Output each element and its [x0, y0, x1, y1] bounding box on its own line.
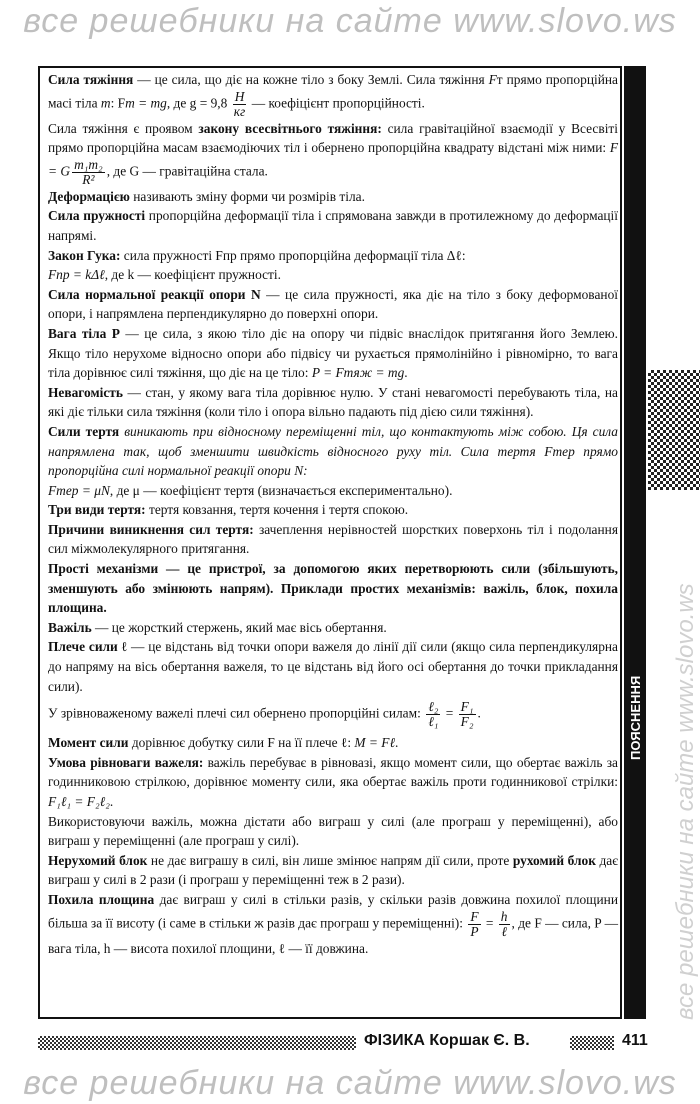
term: закону всесвітнього тяжіння:	[198, 120, 382, 136]
text: виникають при відносному переміщенні тіл, що контактують між собою. Ця сила напрямлена так, щоб зменшити швидкість відносного руху тіл. Сила тертя Fтер прямо пропорційна силі нормальної реакції опори N:	[48, 423, 618, 479]
term: Три види тертя:	[48, 502, 146, 518]
term: Момент сили	[48, 735, 129, 751]
text: Сила тяжіння є проявом	[48, 120, 199, 136]
text: сила пружності Fпр прямо пропорційна деформації тіла Δℓ:	[120, 247, 466, 263]
text: .	[395, 735, 399, 751]
text: , де G — гравітаційна стала.	[106, 163, 268, 179]
formula: F = G	[48, 140, 618, 179]
footer-title: ФІЗИКА Коршак Є. В.	[364, 1032, 530, 1049]
formula: т = mg	[125, 95, 167, 111]
text: , де k — коефіцієнт пружності.	[104, 267, 281, 283]
paragraph-deformation	[48, 187, 618, 207]
text: називають зміну форми чи розмірів тіла.	[129, 188, 365, 204]
text: пропорційна деформації тіла і спрямована завжди в протилежному до деформації напрямі.	[48, 208, 618, 243]
term: Нерухомий блок	[48, 852, 148, 868]
checker-pattern	[648, 370, 700, 490]
text: Використовуючи важіль, можна дістати або виграш у силі (але програш у переміщенні), або виграш у переміщенні (але програш у силі).	[48, 813, 618, 849]
term: Сила тяжіння	[48, 72, 134, 87]
denominator: R²	[82, 171, 95, 187]
footer	[38, 1030, 658, 1054]
text: тертя ковзання, тертя кочення і тертя спокою.	[145, 502, 409, 518]
text: — це відстань від точки опори важеля до лінії дії сили (якщо сила перпендикулярна до напряму на вісь обертання важеля, то це відстань від його осі обертання до точки прикладання сили).	[48, 639, 618, 694]
text: , де F — сила, P — вага тіла, h — висота похилої площини, ℓ — її довжина.	[48, 915, 618, 956]
term: Важіль	[48, 619, 92, 635]
footer-pattern-right	[570, 1036, 614, 1050]
text: не дає виграшу в силі, він лише змінює напрям дії сили, проте	[147, 852, 513, 868]
paragraph-elastic-force	[48, 206, 618, 245]
paragraph-normal-force	[48, 285, 618, 324]
paragraph-friction-causes	[48, 520, 618, 559]
text: , де g = 9,8	[166, 95, 231, 111]
term: Деформацією	[48, 188, 130, 204]
paragraph-friction	[48, 422, 618, 500]
term: Сила нормальної реакції опори N	[48, 286, 261, 302]
text: дає виграш у силі в 2 рази (і програш у переміщенні теж в 2 рази).	[48, 852, 618, 888]
document-body	[48, 70, 618, 958]
term: Причини виникнення сил тертя:	[48, 521, 254, 537]
numerator: h	[500, 908, 508, 924]
fraction	[72, 158, 105, 187]
paragraph-lever-equilibrium	[48, 753, 618, 812]
text: .	[477, 705, 481, 721]
watermark-top: все решебники на сайте www.slovo.ws	[23, 2, 677, 40]
text: сила гравітаційної взаємодії у Всесвіті прямо пропорційна масам взаємодіючих тіл і обернено пропорційна квадрату відстані між ними:	[48, 120, 618, 156]
side-label-text: ПОЯСНЕННЯ	[628, 675, 643, 760]
text: — стан, у якому вага тіла дорівнює нулю. У стані невагомості перебувають тіла, на які діє тільки сила тяжіння (коли тіло і опора вільно падають під дією сили тяжіння).	[48, 384, 618, 420]
term: Невагомість	[48, 384, 123, 400]
term: Прості механізми	[48, 561, 159, 577]
paragraph-pulleys	[48, 851, 618, 890]
text: .	[109, 794, 114, 809]
text: =	[482, 915, 497, 931]
formula: P = Fтяж = mg	[311, 365, 405, 381]
formula: F	[488, 72, 497, 87]
denominator: ℓ₁	[428, 714, 439, 730]
watermark-bottom: все решебники на сайте www.slovo.ws	[23, 1064, 677, 1102]
term: Похила площина	[48, 891, 155, 907]
text: : F	[110, 95, 126, 111]
text: — це пристрої, за допомогою яких перетворюють сили (збільшують, зменшують або змінюють напрям). Приклади простих механізмів: важіль, блок, похила площина.	[48, 561, 619, 616]
text: т прямо пропорційна масі тіла	[48, 72, 618, 111]
side-label	[628, 560, 642, 760]
formula: Fтер = μN	[48, 482, 110, 498]
paragraph-universal-gravitation	[48, 119, 618, 187]
denominator: ℓ	[501, 923, 507, 939]
fraction	[468, 910, 480, 939]
denominator: F₂	[460, 714, 474, 730]
term: рухомий блок	[512, 852, 596, 868]
text: дає виграш у силі в стільки разів, у скільки разів довжина похилої площини більша за її висоту (і саме в стільки ж разів дає програш у переміщенні):	[48, 891, 618, 931]
fraction	[499, 910, 510, 939]
text: — це жорсткий стержень, який має вісь обертання.	[91, 619, 387, 635]
formula: F₁ℓ₁ = F₂ℓ₂	[48, 794, 110, 809]
text: — коефіцієнт пропорційності.	[248, 95, 425, 111]
page-number: 411	[622, 1032, 648, 1049]
term: Закон Гука:	[48, 247, 121, 263]
paragraph-friction-types	[48, 500, 618, 520]
side-bar	[624, 66, 646, 1019]
fraction	[426, 700, 440, 729]
text: дорівнює добутку сили F на її плече ℓ:	[128, 735, 355, 751]
text: — це сила пружності, яка діє на тіло з боку деформованої опори, і напрямлена перпендикулярно до поверхні опори.	[48, 286, 618, 322]
numerator: F₁	[460, 699, 474, 715]
denominator: P	[470, 923, 479, 939]
term: Сили тертя	[48, 423, 120, 439]
formula: Fпр = kΔℓ	[48, 267, 105, 283]
numerator: m₁m₂	[74, 156, 103, 172]
footer-pattern-left	[38, 1036, 356, 1050]
text: , де μ — коефіцієнт тертя (визначається експериментально).	[109, 482, 453, 498]
term: Умова рівноваги важеля:	[48, 754, 204, 770]
text: — це сила, з якою тіло діє на опору чи підвіс внаслідок притягання його Землею. Якщо тіло нерухоме відносно опори або підвісу чи рухається прямолінійно і рівномірно, то вага тіла дорівнює силі тяжіння, що діє на це тіло:	[48, 325, 618, 381]
paragraph-weight	[48, 324, 618, 383]
formula: M = Fℓ	[354, 735, 396, 751]
numerator: F	[470, 908, 479, 924]
numerator: ℓ₂	[428, 699, 439, 715]
paragraph-lever-gain	[48, 812, 618, 851]
fraction	[233, 90, 247, 119]
paragraph-gravity	[48, 70, 618, 119]
text: зачеплення нерівностей шорстких поверхонь тіл і подолання сил міжмолекулярного притягання.	[48, 521, 618, 557]
term: Вага тіла P	[48, 325, 120, 341]
text: .	[404, 365, 408, 381]
fraction	[459, 700, 476, 729]
watermark-vertical-text: все решебники на сайте www.slovo.ws	[672, 583, 699, 1020]
denominator: кг	[233, 103, 246, 119]
text: =	[442, 705, 457, 721]
watermark-vertical	[672, 520, 700, 1020]
paragraph-lever-arm	[48, 637, 618, 696]
term: Сила пружності	[48, 208, 146, 224]
text: важіль перебуває в рівновазі, якщо момент сили, що обертає важіль за годинниковою стрілкою, дорівнює моменту сили, яка обертає важіль проти годинникової стрілки:	[48, 754, 618, 790]
paragraph-hooke-law	[48, 246, 618, 285]
formula: m	[100, 95, 111, 111]
term: Плече сили ℓ	[48, 639, 128, 655]
paragraph-weightlessness	[48, 383, 618, 422]
paragraph-moment	[48, 733, 618, 753]
paragraph-lever-balance-ratio	[48, 700, 618, 729]
paragraph-lever	[48, 618, 618, 638]
paragraph-simple-machines	[48, 559, 618, 618]
numerator: Н	[234, 88, 245, 104]
paragraph-inclined-plane	[48, 890, 618, 958]
text: У зрівноваженому важелі плечі сил обернено пропорційні силам:	[48, 705, 425, 721]
text: — це сила, що діє на кожне тіло з боку Землі. Сила тяжіння	[133, 72, 489, 87]
